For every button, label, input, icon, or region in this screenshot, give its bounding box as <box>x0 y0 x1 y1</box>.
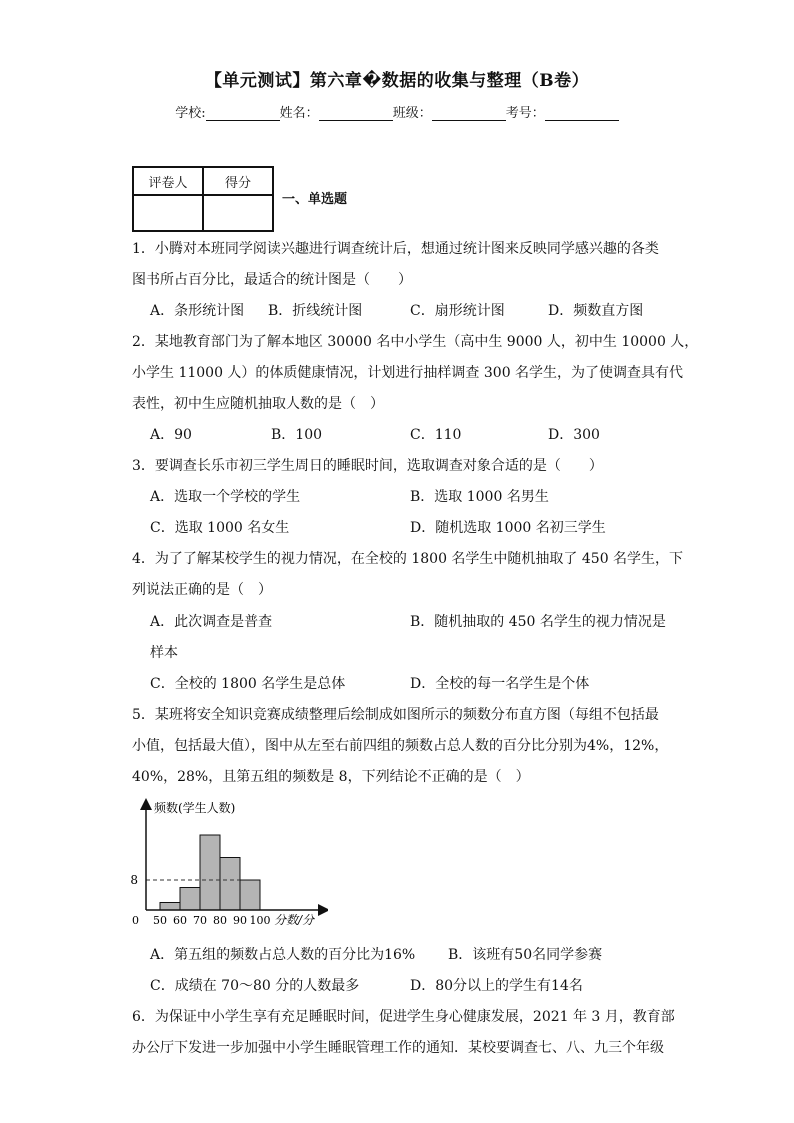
q3-option-a: A．选取一个学校的学生 <box>150 489 301 505</box>
x-tick-label-80: 80 <box>213 914 227 927</box>
q2-line-3: 表性，初中生应随机抽取人数的是（ ） <box>132 396 384 412</box>
q3-option-d: D．随机选取 1000 名初三学生 <box>410 520 606 536</box>
x-tick-label-60: 60 <box>173 914 187 927</box>
histogram-bar-90-100 <box>240 880 260 910</box>
score-cell[interactable] <box>203 195 273 231</box>
q6-line-1: 6．为保证中小学生享有充足睡眠时间，促进学生身心健康发展，2021 年 3 月，教育部 <box>132 1009 675 1025</box>
name-blank[interactable] <box>319 106 393 121</box>
q2-option-d: D．300 <box>548 427 600 443</box>
q1-line-1: 1．小腾对本班同学阅读兴趣进行调查统计后，想通过统计图来反映同学感兴趣的各类 <box>132 241 659 257</box>
q5-option-d: D．80分以上的学生有14名 <box>410 978 583 994</box>
q4-line-2: 列说法正确的是（ ） <box>132 582 272 598</box>
q3-line-1: 3．要调查长乐市初三学生周日的睡眠时间，选取调查对象合适的是（ ） <box>132 458 603 474</box>
q5-option-c: C．成绩在 70～80 分的人数最多 <box>150 978 360 994</box>
q5-option-b: B．该班有50名同学参赛 <box>448 947 603 963</box>
class-blank[interactable] <box>432 106 506 121</box>
q1-option-b: B．折线统计图 <box>268 303 363 319</box>
histogram-bar-70-80 <box>200 835 220 910</box>
grader-header: 评卷人 <box>133 167 203 195</box>
q5-line-2: 小值，包括最大值），图中从左至右前四组的频数占总人数的百分比分别为4%，12%， <box>132 738 669 754</box>
school-blank[interactable] <box>206 106 280 121</box>
q3-option-c: C．选取 1000 名女生 <box>150 520 290 536</box>
q2-line-1: 2．某地教育部门为了解本地区 30000 名中小学生（高中生 9000 人，初中生 10000 人， <box>132 334 699 350</box>
x-tick-label-90: 90 <box>233 914 247 927</box>
q1-option-a: A．条形统计图 <box>150 303 245 319</box>
q5-option-a: A．第五组的频数占总人数的百分比为16% <box>150 947 416 963</box>
x-tick-label-50: 50 <box>153 914 167 927</box>
q5-line-1: 5．某班将安全知识竞赛成绩整理后绘制成如图所示的频数分布直方图（每组不包括最 <box>132 707 659 723</box>
q4-option-c: C．全校的 1800 名学生是总体 <box>150 676 346 692</box>
student-info-line <box>0 102 794 121</box>
name-label: 姓名： <box>279 106 319 121</box>
histogram-bar-50-60 <box>160 903 180 911</box>
q2-option-b: B．100 <box>271 427 323 443</box>
score-header: 得分 <box>203 167 273 195</box>
q4-option-b: B．随机抽取的 450 名学生的视力情况是 <box>410 614 666 630</box>
page-title: 【单元测试】第六章�数据的收集与整理（B卷） <box>204 71 590 91</box>
histogram-bar-60-70 <box>180 888 200 911</box>
q5-line-3: 40%，28%，且第五组的频数是 8，下列结论不正确的是（ ） <box>132 769 530 785</box>
q4-line-1: 4．为了了解某校学生的视力情况，在全校的 1800 名学生中随机抽取了 450 名学生，下 <box>132 551 684 567</box>
exam-no-blank[interactable] <box>545 106 619 121</box>
school-label: 学校: <box>175 106 206 121</box>
q4-option-d: D．全校的每一名学生是个体 <box>410 676 590 692</box>
q2-option-a: A．90 <box>150 427 192 443</box>
q4-option-a: A．此次调查是普查 <box>150 614 273 630</box>
exam-no-label: 考号： <box>505 106 545 121</box>
q2-line-2: 小学生 11000 人）的体质健康情况，计划进行抽样调查 300 名学生，为了使调查具有代 <box>132 365 684 381</box>
q6-line-2: 办公厅下发进一步加强中小学生睡眠管理工作的通知．某校要调查七、八、九三个年级 <box>132 1040 664 1056</box>
score-table <box>132 166 274 232</box>
section-title: 一、单选题 <box>282 192 348 207</box>
x-tick-label-70: 70 <box>193 914 207 927</box>
y-tick-label: 8 <box>130 873 138 887</box>
q4-option-b-continued: 样本 <box>150 645 178 661</box>
origin-label: 0 <box>132 914 139 927</box>
q2-option-c: C．110 <box>410 427 462 443</box>
histogram-bar-80-90 <box>220 858 240 911</box>
q3-option-b: B．选取 1000 名男生 <box>410 489 549 505</box>
q1-option-d: D．频数直方图 <box>548 303 644 319</box>
x-axis-label: 分数/分 <box>274 913 315 927</box>
class-label: 班级： <box>392 106 432 121</box>
y-axis-label: 频数(学生人数) <box>154 801 236 815</box>
x-tick-label-100: 100 <box>249 914 271 927</box>
grader-cell[interactable] <box>133 195 203 231</box>
q1-line-2: 图书所占百分比，最适合的统计图是（ ） <box>132 272 412 288</box>
q1-option-c: C．扇形统计图 <box>410 303 505 319</box>
frequency-histogram <box>128 798 328 930</box>
